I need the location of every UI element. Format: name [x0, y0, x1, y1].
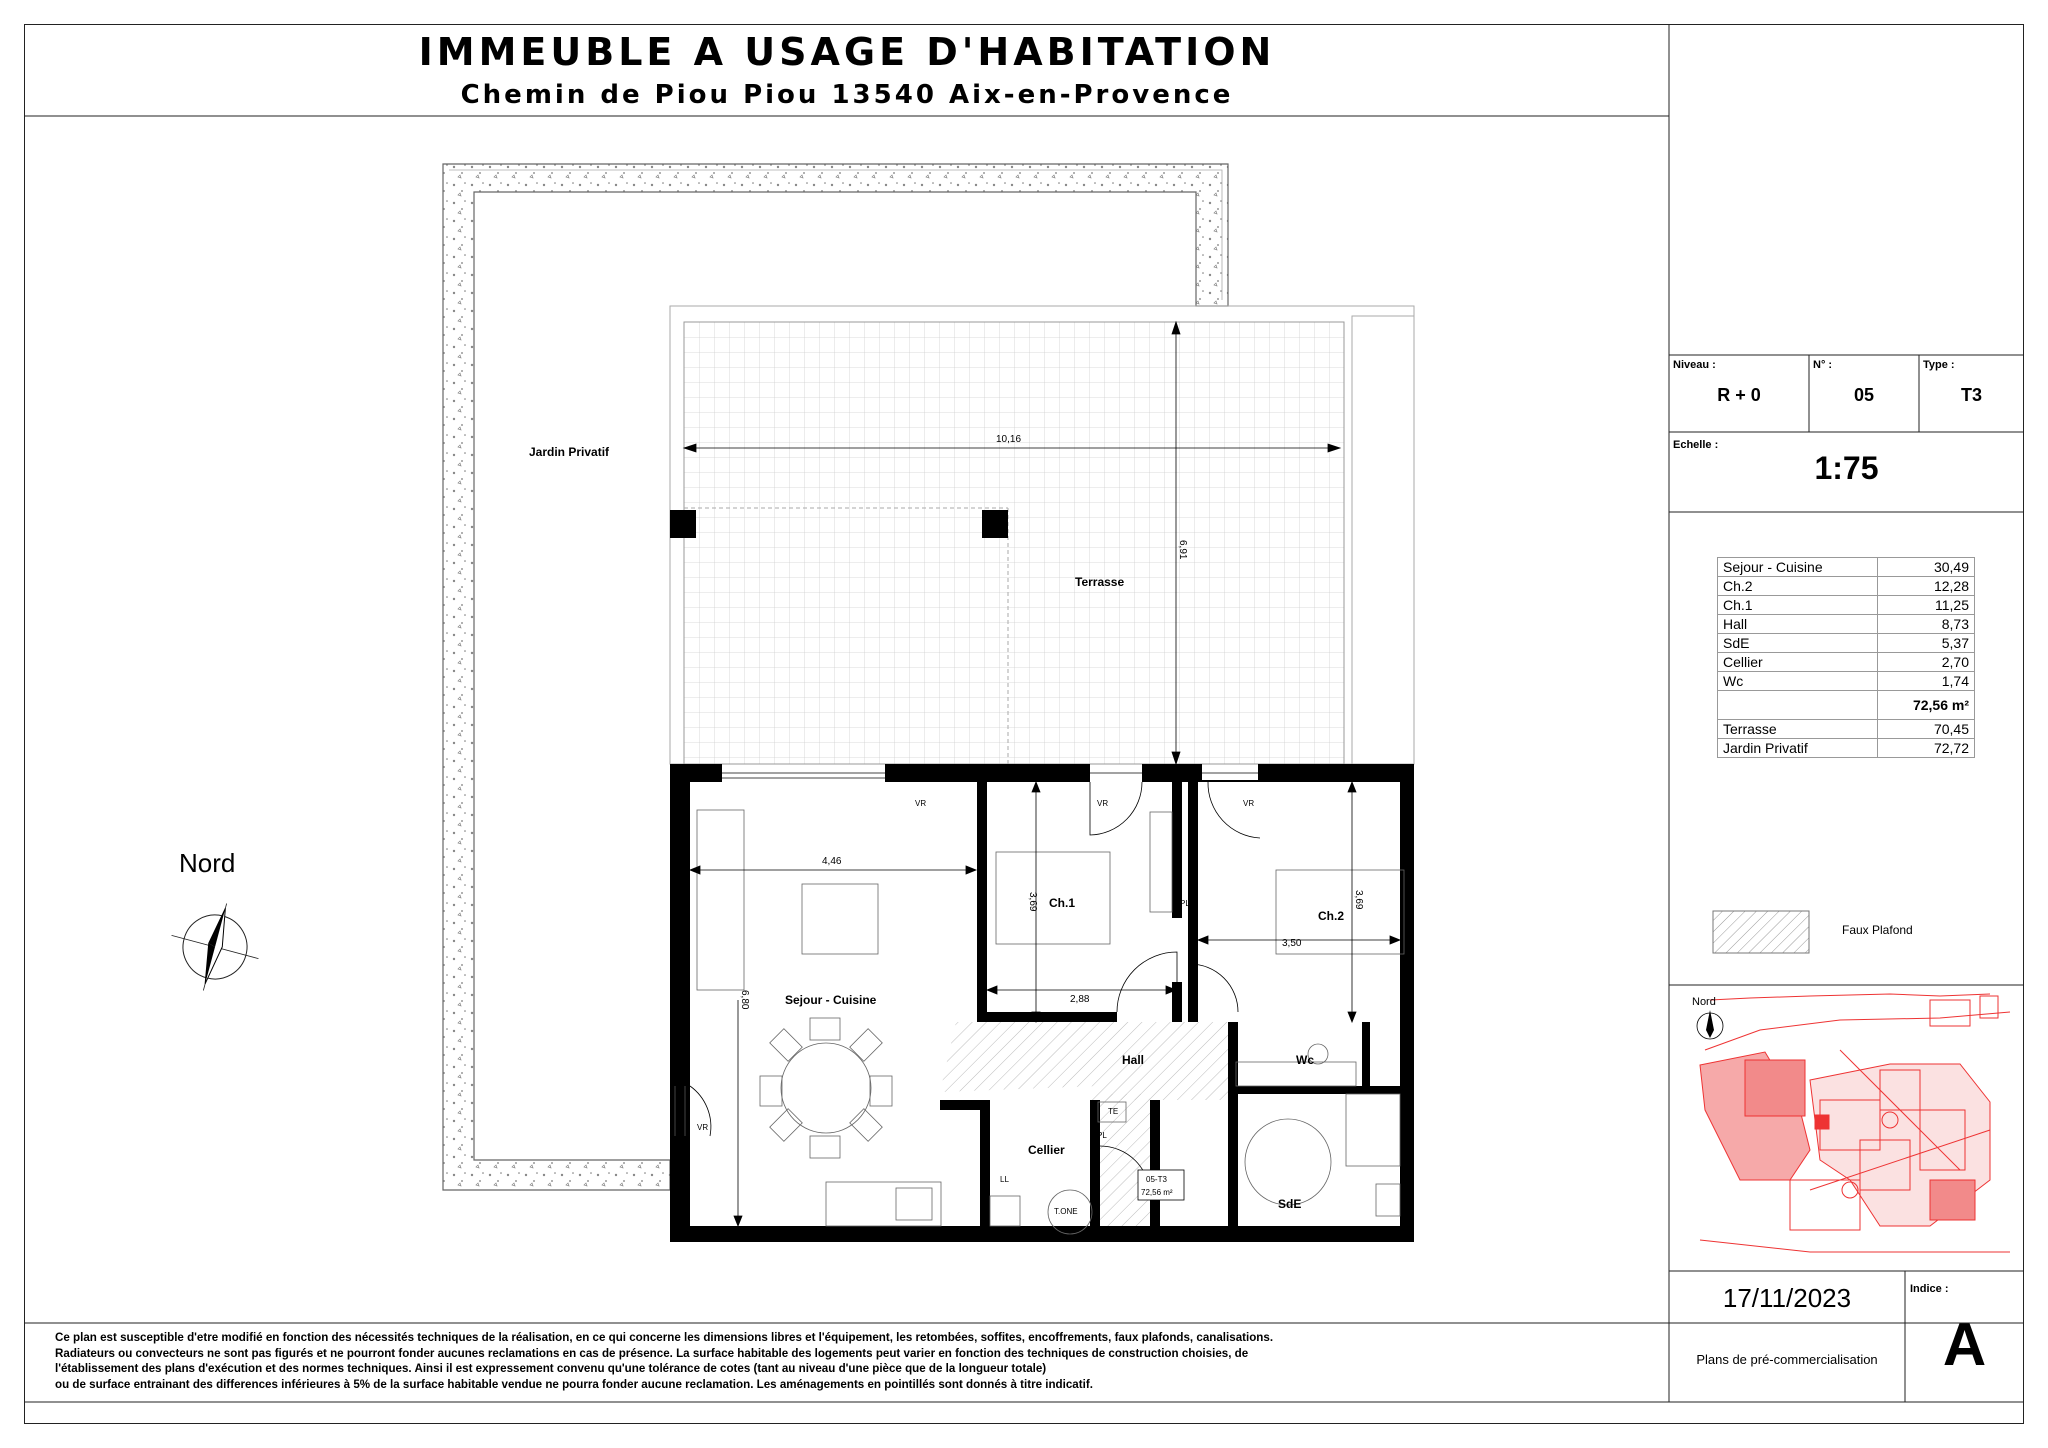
pillar — [670, 510, 696, 538]
room-label-sejour: Sejour - Cuisine — [785, 993, 877, 1007]
vr-tag: VR — [915, 799, 927, 808]
note-line: ou de surface entrainant des differences inférieures à 5% de la surface habitable vendue ne pourra fonder aucune reclamation. Les aménagements en pointillés sont donnés à titre indicatif. — [55, 1377, 1093, 1391]
table-row: Ch.1 11,25 — [1718, 596, 1975, 615]
vr-tag: VR — [1243, 799, 1255, 808]
dim-ch1-width: 2,88 — [1070, 994, 1090, 1005]
room-label-jardin: Jardin Privatif — [529, 445, 610, 459]
room-label-terrasse: Terrasse — [1075, 575, 1125, 589]
dim-sejour-height: 6,80 — [739, 990, 750, 1010]
table-row: Sejour - Cuisine 30,49 — [1718, 558, 1975, 577]
table-row: Cellier 2,70 — [1718, 653, 1975, 672]
note-line: Ce plan est susceptible d'etre modifié en fonction des nécessités techniques de la réalisation, en ce qui concerne les dimensions libres et l'équipement, les retombées, soffites, encoffrements, faux plafonds, canalisations. — [55, 1331, 1274, 1344]
room-label-ch1: Ch.1 — [1049, 896, 1076, 910]
pl-tag: PL — [1097, 1131, 1107, 1140]
vr-tag: VR — [1097, 799, 1109, 808]
note-line: l'établissement des plans d'exécution et des normes techniques. Ainsi il est expressement convenu qu'une tolérance de cotes (tant au niveau d'une pièce que de la longueur totale) — [55, 1362, 1047, 1376]
note-line: Radiateurs ou convecteurs ne sont pas figurés et ne pourront fonder aucunes reclamations en cas de présence. La surface habitable des logements peut varier en fonction des techniques de construction choisies, de — [55, 1346, 1249, 1360]
mini-map-nord-label: Nord — [1692, 996, 1716, 1008]
table-row: Jardin Privatif 72,72 — [1718, 739, 1975, 758]
table-row: Wc 1,74 — [1718, 672, 1975, 691]
lot-id: 05-T3 — [1146, 1175, 1167, 1184]
te-tag: TE — [1108, 1107, 1119, 1116]
echelle-value: 1:75 — [1814, 450, 1879, 486]
niveau-label: Niveau : — [1673, 359, 1716, 371]
faux-plafond-label: Faux Plafond — [1842, 923, 1913, 937]
indice-label: Indice : — [1910, 1283, 1949, 1295]
type-value: T3 — [1960, 385, 1982, 405]
echelle-label: Echelle : — [1673, 439, 1719, 451]
dim-ch2-height: 3,69 — [1353, 890, 1364, 910]
type-label: Type : — [1923, 359, 1955, 371]
room-label-hall: Hall — [1122, 1053, 1145, 1067]
ll-tag: LL — [1000, 1175, 1009, 1184]
tone-tag: T.ONE — [1054, 1207, 1078, 1216]
table-row: Ch.2 12,28 — [1718, 577, 1975, 596]
table-row: SdE 5,37 — [1718, 634, 1975, 653]
terrace — [670, 306, 1414, 764]
dim-terrasse-height: 6,91 — [1177, 540, 1188, 560]
dim-sejour-width: 4,46 — [822, 856, 842, 867]
vr-tag: VR — [697, 1123, 709, 1132]
numero-value: 05 — [1853, 385, 1875, 405]
address: Chemin de Piou Piou 13540 Aix-en-Provence — [460, 80, 1234, 110]
niveau-value: R + 0 — [1717, 385, 1761, 405]
room-label-sde: SdE — [1278, 1197, 1302, 1211]
total-area: 72,56 m² — [1878, 691, 1975, 720]
table-row: Terrasse 70,45 — [1718, 720, 1975, 739]
dim-terrasse-width: 10,16 — [996, 434, 1022, 445]
pillar — [982, 510, 1008, 538]
dim-ch1-height: 3,69 — [1027, 892, 1038, 912]
plan-type: Plans de pré-commercialisation — [1696, 1352, 1878, 1367]
room-label-cellier: Cellier — [1028, 1143, 1065, 1157]
apartment-walls — [670, 764, 1414, 1242]
indice-value: A — [1942, 1311, 1987, 1378]
page-title: IMMEUBLE A USAGE D'HABITATION — [418, 30, 1276, 74]
room-label-ch2: Ch.2 — [1318, 909, 1345, 923]
room-label-wc: Wc — [1296, 1053, 1314, 1067]
pl-tag: PL — [1180, 899, 1190, 908]
table-row: Hall 8,73 — [1718, 615, 1975, 634]
dim-ch2-width: 3,50 — [1282, 938, 1302, 949]
lot-area: 72,56 m² — [1141, 1188, 1173, 1197]
compass-nord-label: Nord — [179, 852, 236, 878]
lot-badge — [1138, 1170, 1184, 1200]
plan-date: 17/11/2023 — [1722, 1283, 1852, 1313]
numero-label: N° : — [1813, 359, 1833, 371]
